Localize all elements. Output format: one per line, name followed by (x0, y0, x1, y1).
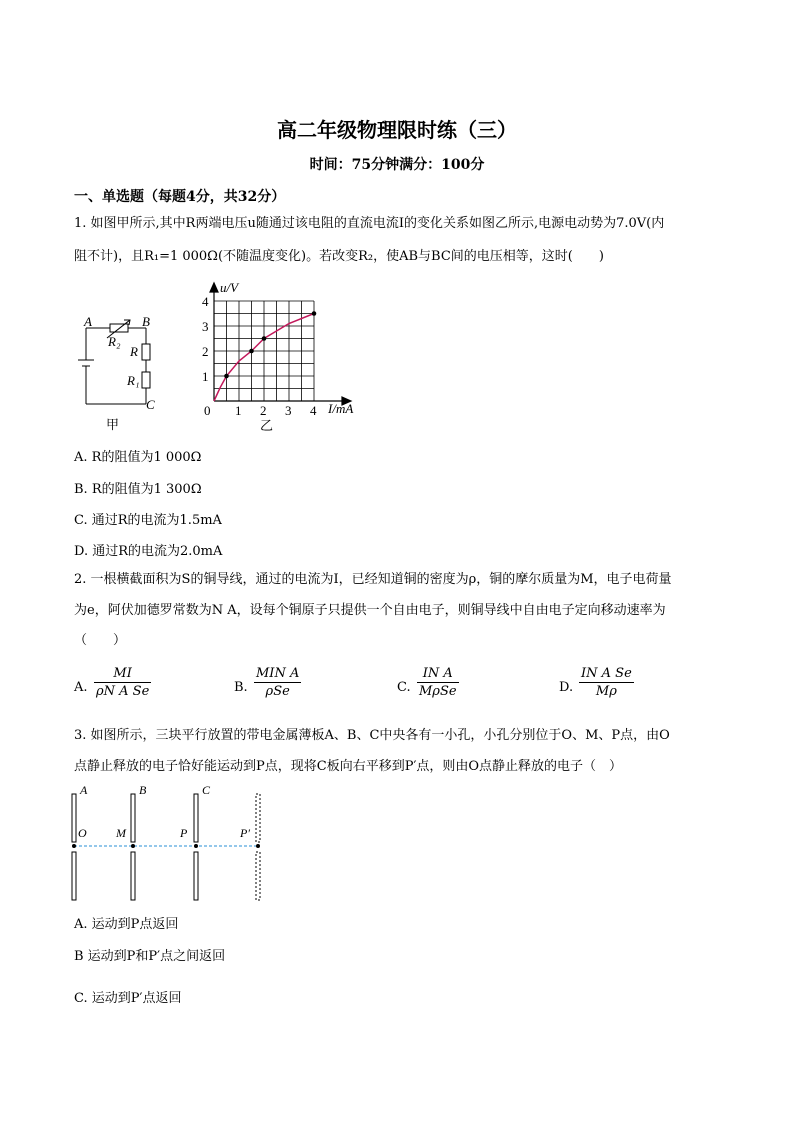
q3-stem-line2: 点静止释放的电子恰好能运动到P点，现将C板向右平移到P′点，则由O点静止释放的电子（ ） (74, 759, 623, 774)
page-title: 高二年级物理限时练（三） (277, 118, 517, 142)
q1-stem-line1: 1. 如图甲所示,其中R两端电压u随通过该电阻的直流电流I的变化关系如图乙所示,电源电动势为7.0V(内 (74, 216, 665, 231)
q1-option-b: B. R的阻值为1 300Ω (74, 482, 202, 497)
y-tick-label: 3 (202, 319, 209, 334)
label-c: C (146, 397, 155, 412)
y-tick-label: 4 (202, 294, 209, 309)
label-r2: R₂ (108, 334, 121, 349)
q2-option-d-denominator: Mρ (595, 684, 617, 699)
chart-grid (214, 301, 314, 401)
plate-a-top (72, 794, 76, 842)
point-o-label: O (78, 826, 87, 840)
x-axis-label: I/mA (328, 401, 354, 416)
circuit-caption: 甲 (106, 417, 120, 432)
plate-b-top (131, 794, 135, 842)
q2-stem-line3: （ ） (74, 633, 127, 648)
point-pp-label: P′ (240, 826, 250, 840)
q2-option-a-fraction (94, 665, 151, 700)
plate-c-new-top (256, 794, 260, 842)
q2-option-b-fraction (254, 665, 301, 700)
x-tick-label: 1 (235, 403, 242, 418)
q2-option-c-fraction (417, 665, 459, 700)
plates-diagram (66, 782, 276, 904)
q1-option-a: A. R的阻值为1 000Ω (74, 450, 202, 465)
label-b: B (142, 314, 150, 329)
y-axis-arrow-icon (210, 283, 218, 292)
q3-stem-line1: 3. 如图所示，三块平行放置的带电金属薄板A、B、C中央各有一小孔，小孔分别位于O、M、P点，由O (74, 728, 670, 743)
q2-option-b-denominator: ρSe (265, 684, 290, 699)
q3-option-b: B 运动到P和P′点之间返回 (74, 949, 226, 964)
label-r1: R₁ (127, 373, 140, 388)
plate-c-top (194, 794, 198, 842)
chart-caption: 乙 (260, 418, 274, 433)
q2-option-b-label: B. (234, 680, 248, 695)
y-axis-label: u/V (220, 280, 239, 295)
q2-option-d-fraction (579, 665, 634, 700)
plate-a-bottom (72, 852, 76, 900)
q2-option-b-numerator: MIN A (256, 666, 300, 681)
plate-a-label: A (80, 783, 88, 797)
q2-option-c-label: C. (397, 680, 411, 695)
x-tick-label: 4 (310, 403, 317, 418)
plate-b-bottom (131, 852, 135, 900)
x-tick-label: 0 (204, 403, 211, 418)
section-heading: 一、单选题（每题4分，共32分） (74, 189, 286, 205)
data-point (312, 311, 317, 316)
q2-option-a-numerator: MI (94, 665, 151, 683)
y-tick-label: 2 (202, 344, 209, 359)
hole-o (72, 844, 76, 848)
hole-pp (256, 844, 260, 848)
plate-c-bottom (194, 852, 198, 900)
q1-option-c: C. 通过R的电流为1.5mA (74, 513, 222, 528)
y-tick-label: 1 (202, 369, 209, 384)
q2-option-c-numerator: IN A (417, 665, 459, 683)
circuit-diagram (72, 308, 172, 438)
q3-option-a: A. 运动到P点返回 (74, 917, 179, 932)
q1-stem-line2: 阻不计)，且R₁=1 000Ω(不随温度变化)。若改变R₂，使AB与BC间的电压相等，这时( ) (74, 249, 604, 264)
plate-c-new-bottom (256, 852, 260, 900)
exam-info: 时间：75分钟满分：100分 (309, 157, 485, 173)
label-r: R (130, 344, 138, 359)
x-tick-label: 2 (260, 403, 267, 418)
point-p-label: P (180, 826, 188, 840)
data-point (249, 349, 254, 354)
plate-c-label: C (202, 783, 211, 797)
hole-m (131, 844, 135, 848)
q2-option-a-denominator: ρN A Se (96, 684, 150, 699)
q2-option-a-label: A. (74, 680, 88, 695)
q3-option-c: C. 运动到P′点返回 (74, 991, 182, 1006)
label-a: A (84, 314, 92, 329)
plate-b-label: B (139, 783, 147, 797)
u-i-chart (196, 280, 372, 440)
q2-option-c-denominator: MρSe (419, 684, 457, 699)
q2-stem-line1: 2. 一根横截面积为S的铜导线，通过的电流为I，已经知道铜的密度为ρ，铜的摩尔质量为M，电子电荷量 (74, 572, 672, 587)
hole-p (194, 844, 198, 848)
x-tick-label: 3 (285, 403, 292, 418)
q1-option-d: D. 通过R的电流为2.0mA (74, 544, 223, 559)
q2-stem-line2: 为e，阿伏加德罗常数为N A，设每个铜原子只提供一个自由电子，则铜导线中自由电子定向移动速率为 (74, 603, 666, 618)
point-m-label: M (116, 826, 126, 840)
data-point (262, 336, 267, 341)
q2-option-d-label: D. (559, 680, 574, 695)
q2-option-d-numerator: IN A Se (581, 666, 632, 681)
data-point (224, 374, 229, 379)
